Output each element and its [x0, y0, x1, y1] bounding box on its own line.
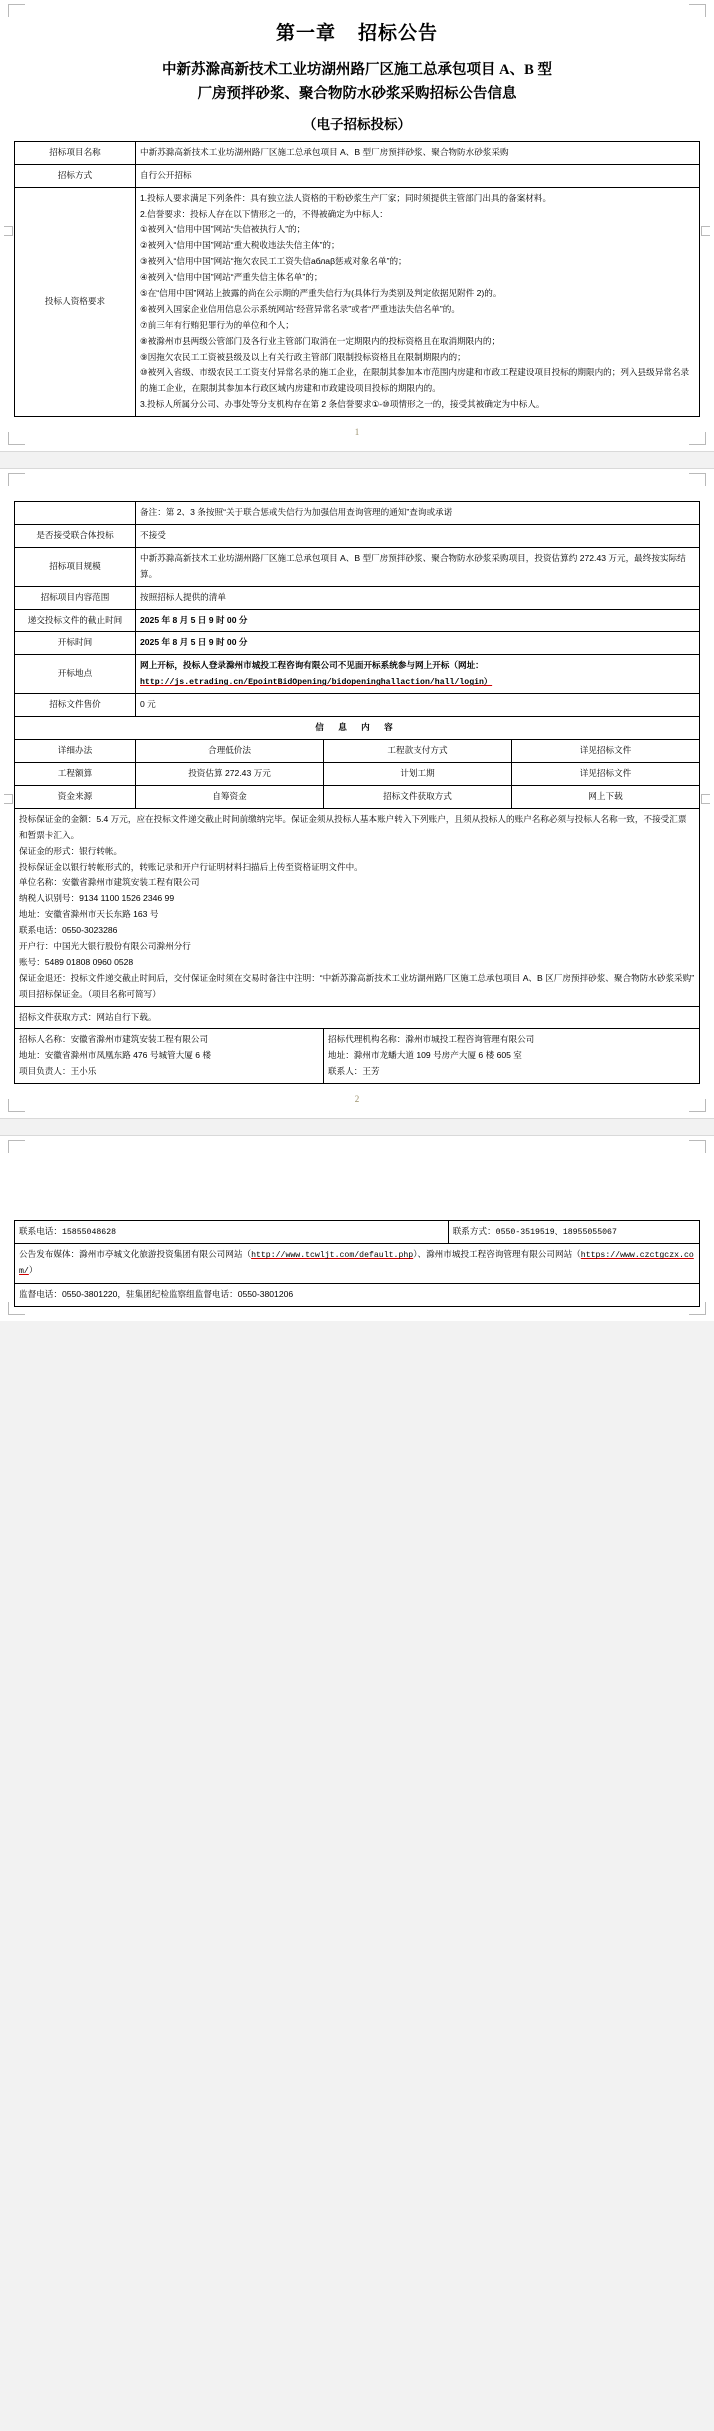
- agent-contact-label: 联系人：: [328, 1066, 363, 1077]
- chapter-number: 第一章: [275, 23, 336, 44]
- info-label-payment: 工程款支付方式: [324, 740, 512, 763]
- agent-address-value: 滁州市龙蟠大道 109 号房产大厦 6 楼 605 室: [353, 1050, 522, 1061]
- contact-method-label: 联系方式：: [452, 1226, 496, 1237]
- chapter-label: 招标公告: [358, 23, 439, 44]
- agent-name-label: 招标代理机构名称：: [328, 1034, 406, 1045]
- qualification-item: ⑤在“信用中国”网站上披露的尚在公示期的严重失信行为(具体行为类别及判定依据见附件 2)的。: [140, 287, 502, 298]
- media-url-1[interactable]: http://www.tcwljt.com/default.php: [251, 1251, 414, 1261]
- row-value-project-scale: 中新苏滁高新技术工业坊湖州路厂区施工总承包项目 A、B 型厂房预拌砂浆、聚合物防水砂浆采购项目，投资估算约 272.43 万元，最终按实际结算。: [136, 547, 700, 586]
- qualification-item: ①被列入“信用中国”网站“失信被执行人”的；: [140, 224, 306, 235]
- qualification-item: 2.信誉要求：投标人存在以下情形之一的，不得被确定为中标人：: [140, 208, 388, 219]
- tenderer-name-value: 安徽省滁州市建筑安装工程有限公司: [70, 1034, 209, 1045]
- crop-mark-top-left: [8, 1140, 25, 1153]
- guarantee-line: 账号：5489 01808 0960 0528: [19, 956, 134, 967]
- document-title-line-1: 中新苏滁高新技术工业坊湖州路厂区施工总承包项目 A、B 型: [162, 62, 552, 78]
- info-label-fund-source: 资金来源: [15, 785, 136, 808]
- qualification-item: ⑩被列入省级、市级农民工工资支付异常名录的施工企业，在限制其参加本市范围内房建和市政工程建设项目投标的期限内的；列入县级异常名录的施工企业，在限制其参加本行政区域内房建和市政建设项目投标的期限内的。: [140, 367, 690, 394]
- table-row: [15, 164, 700, 187]
- table-row-media: [15, 1244, 700, 1283]
- qualification-item: ③被列入“信用中国”网站“拖欠农民工工资失信аблаβ惩戒对象名单”的；: [140, 256, 407, 267]
- table-row-note: [15, 502, 700, 525]
- table-row-guarantee: [15, 808, 700, 1006]
- guarantee-line: 保证金的形式：银行转帐。: [19, 845, 123, 856]
- table-row: [15, 632, 700, 655]
- crop-mark-mid-left: [4, 226, 13, 236]
- table-row-doc-acquire: [15, 1006, 700, 1029]
- contact-method-value: 0550-3519519、18955055067: [495, 1228, 617, 1238]
- row-label-project-scope: 招标项目内容范围: [15, 586, 136, 609]
- row-value-opening-time: 2025 年 8 月 5 日 9 时 00 分: [136, 632, 700, 655]
- page-1: [0, 0, 714, 451]
- table-row: [15, 763, 700, 786]
- table-row: [15, 586, 700, 609]
- row-value-joint-bid: 不接受: [136, 524, 700, 547]
- media-body-2: ）、滁州市城投工程咨询管理有限公司网站（: [413, 1249, 581, 1260]
- table-row-contact: [15, 1221, 700, 1244]
- page-number: 1: [354, 427, 360, 438]
- crop-mark-mid-left: [4, 794, 13, 804]
- row-label-qualification: 投标人资格要求: [15, 187, 136, 416]
- row-label-note-empty: [15, 502, 136, 525]
- media-body-3: ）: [28, 1265, 38, 1276]
- qualification-item: ⑦前三年有行贿犯罪行为的单位和个人；: [140, 319, 294, 330]
- crop-mark-top-left: [8, 4, 25, 17]
- media-label: 公告发布媒体：: [19, 1249, 80, 1260]
- info-value-fund-source: 自筹资金: [136, 785, 324, 808]
- info-value-duration: 详见招标文件: [512, 763, 700, 786]
- table-row: [15, 547, 700, 586]
- info-label-method: 详细办法: [15, 740, 136, 763]
- guarantee-line: 地址：安徽省滁州市天长东路 163 号: [19, 909, 159, 920]
- contact-footer-table: [14, 1220, 700, 1306]
- doc-acquire-label: 招标文件获取方式：: [19, 1011, 97, 1022]
- guarantee-line: 单位名称：安徽省滁州市建筑安装工程有限公司: [19, 877, 200, 888]
- qualification-item: ④被列入“信用中国”网站“严重失信主体名单”的；: [140, 272, 323, 283]
- table-row-supervise: [15, 1283, 700, 1306]
- row-value-tender-method: 自行公开招标: [136, 164, 700, 187]
- row-label-project-scale: 招标项目规模: [15, 547, 136, 586]
- row-label-opening-place: 开标地点: [15, 655, 136, 694]
- row-value-project-name: 中新苏滁高新技术工业坊湖州路厂区施工总承包项目 A、B 型厂房预拌砂浆、聚合物防水砂浆采购: [136, 141, 700, 164]
- crop-mark-top-right: [689, 4, 706, 17]
- tenderer-name-label: 招标人名称：: [19, 1034, 71, 1045]
- page-number: 2: [354, 1094, 360, 1105]
- table-row: [15, 740, 700, 763]
- media-body-1: 滁州市亭城文化旅游投资集团有限公司网站（: [79, 1249, 252, 1260]
- table-row-qualification: [15, 187, 700, 416]
- page-3: [0, 1136, 714, 1320]
- page-separator: [0, 1118, 714, 1136]
- qualification-item: 1.投标人要求满足下列条件：具有独立法人资格的干粉砂浆生产厂家；同时须提供主管部门出具的备案材料。: [140, 192, 552, 203]
- row-label-tender-method: 招标方式: [15, 164, 136, 187]
- table-row-parties: [15, 1029, 700, 1084]
- agent-contact-value: 王芳: [362, 1066, 380, 1077]
- chapter-title: [14, 18, 700, 45]
- party-agent: [324, 1029, 700, 1084]
- guarantee-line: 联系电话：0550-3023286: [19, 925, 118, 936]
- info-value-method: 合理低价法: [136, 740, 324, 763]
- info-value-doc-acquire: 网上下载: [512, 785, 700, 808]
- row-value-doc-price: 0 元: [136, 694, 700, 717]
- contact-phone-value: 15855048628: [61, 1228, 117, 1238]
- document-title: [40, 59, 674, 107]
- opening-place-text: 网上开标，投标人登录滁州市城投工程咨询有限公司不见面开标系统参与网上开标（网址：: [140, 660, 484, 671]
- table-row-opening-place: [15, 655, 700, 694]
- info-value-payment: 详见招标文件: [512, 740, 700, 763]
- tenderer-contact-value: 王小乐: [70, 1066, 97, 1077]
- row-label-submission-deadline: 递交投标文件的截止时间: [15, 609, 136, 632]
- tenderer-address-label: 地址：: [19, 1050, 45, 1061]
- row-label-project-name: 招标项目名称: [15, 141, 136, 164]
- document-title-line-2: 厂房预拌砂浆、聚合物防水砂浆采购招标公告信息: [197, 85, 517, 102]
- supervise-cell: 监督电话：0550-3801220，驻集团纪检监察组监督电话：0550-3801206: [15, 1283, 700, 1306]
- doc-acquire-row: [15, 1006, 700, 1029]
- media-url-2[interactable]: https://www.czctgczx.com/: [19, 1251, 694, 1277]
- qualification-item: 3.投标人所属分公司、办事处等分支机构存在第 2 条信誉要求①-⑩项情形之一的，接受其被确定为中标人。: [140, 399, 545, 410]
- row-value-project-scope: 按照招标人提供的清单: [136, 586, 700, 609]
- tender-detail-table: [14, 501, 700, 1084]
- row-value-qualification: [136, 187, 700, 416]
- table-row: [15, 785, 700, 808]
- info-value-estimate: 投资估算 272.43 万元: [136, 763, 324, 786]
- guarantee-line: 保证金退还：投标文件递交截止时间后，交付保证金时须在交易时备注中注明：“中新苏滁高新技术工业坊湖州路厂区施工总承包项目 A、B 区厂房预拌砂浆、聚合物防水砂浆采购”项目招标保证金。（项目名称可简写）: [19, 972, 695, 999]
- row-value-submission-deadline: 2025 年 8 月 5 日 9 时 00 分: [136, 609, 700, 632]
- info-label-estimate: 工程额算: [15, 763, 136, 786]
- info-label-duration: 计划工期: [324, 763, 512, 786]
- row-value-opening-place: [136, 655, 700, 694]
- agent-name-value: 滁州市城投工程咨询管理有限公司: [405, 1034, 535, 1045]
- row-value-note: 备注：第 2、3 条按照“关于联合惩戒失信行为加强信用查询管理的通知”查询或承诺: [136, 502, 700, 525]
- row-label-opening-time: 开标时间: [15, 632, 136, 655]
- contact-method-cell: [448, 1221, 699, 1244]
- media-cell: [15, 1244, 700, 1283]
- row-label-doc-price: 招标文件售价: [15, 694, 136, 717]
- table-row: [15, 609, 700, 632]
- opening-place-link[interactable]: http://js.etrading.cn/EpointBidOpening/bidopeninghallaction/hall/login）: [140, 678, 493, 688]
- table-row-info-header: [15, 717, 700, 740]
- agent-address-label: 地址：: [328, 1050, 354, 1061]
- guarantee-line: 纳税人识别号：9134 1100 1526 2346 99: [19, 893, 175, 904]
- guarantee-line: 投标保证金以银行转帐形式的，转账记录和开户行证明材料扫描后上传至资格证明文件中。: [19, 861, 363, 872]
- qualification-item: ⑥被列入国家企业信用信息公示系统网站“经营异常名录”或者“严重违法失信名单”的。: [140, 303, 460, 314]
- crop-mark-mid-right: [701, 226, 710, 236]
- qualification-item: ⑧被滁州市县两级公管部门及各行业主管部门取消在一定期限内的投标资格且在取消期限内的；: [140, 335, 501, 346]
- info-label-doc-acquire: 招标文件获取方式: [324, 785, 512, 808]
- row-label-joint-bid: 是否接受联合体投标: [15, 524, 136, 547]
- crop-mark-top-right: [689, 1140, 706, 1153]
- crop-mark-mid-right: [701, 794, 710, 804]
- tenderer-contact-label: 项目负责人：: [19, 1066, 71, 1077]
- doc-acquire-value: 网站自行下载。: [96, 1011, 157, 1022]
- info-section-header: 信 息 内 容: [15, 717, 700, 740]
- contact-phone-cell: [15, 1221, 449, 1244]
- party-tenderer: [15, 1029, 324, 1084]
- document-subtitle: （电子招标投标）: [303, 116, 411, 132]
- tender-basic-info-table: [14, 141, 700, 417]
- table-row: [15, 141, 700, 164]
- crop-mark-top-right: [689, 473, 706, 486]
- guarantee-block: [15, 808, 700, 1006]
- contact-phone-label: 联系电话：: [19, 1226, 62, 1237]
- page-separator: [0, 451, 714, 469]
- table-row: [15, 694, 700, 717]
- guarantee-line: 开户行：中国光大银行股份有限公司滁州分行: [19, 940, 191, 951]
- qualification-item: ⑨因拖欠农民工工资被县级及以上有关行政主管部门限制投标资格且在限制期限内的；: [140, 351, 466, 362]
- qualification-item: ②被列入“信用中国”网站“重大税收违法失信主体”的；: [140, 240, 340, 251]
- guarantee-line: 投标保证金的金额：5.4 万元，应在投标文件递交截止时间前缴纳完毕。保证金须从投标人基本账户转入下列账户，且须从投标人的账户名称必须与投标人名称一致，不接受汇票和暂票卡汇入。: [19, 813, 687, 840]
- page-2: [0, 469, 714, 1118]
- tenderer-address-value: 安徽省滁州市凤凰东路 476 号城管大厦 6 楼: [44, 1050, 211, 1061]
- crop-mark-top-left: [8, 473, 25, 486]
- table-row: [15, 524, 700, 547]
